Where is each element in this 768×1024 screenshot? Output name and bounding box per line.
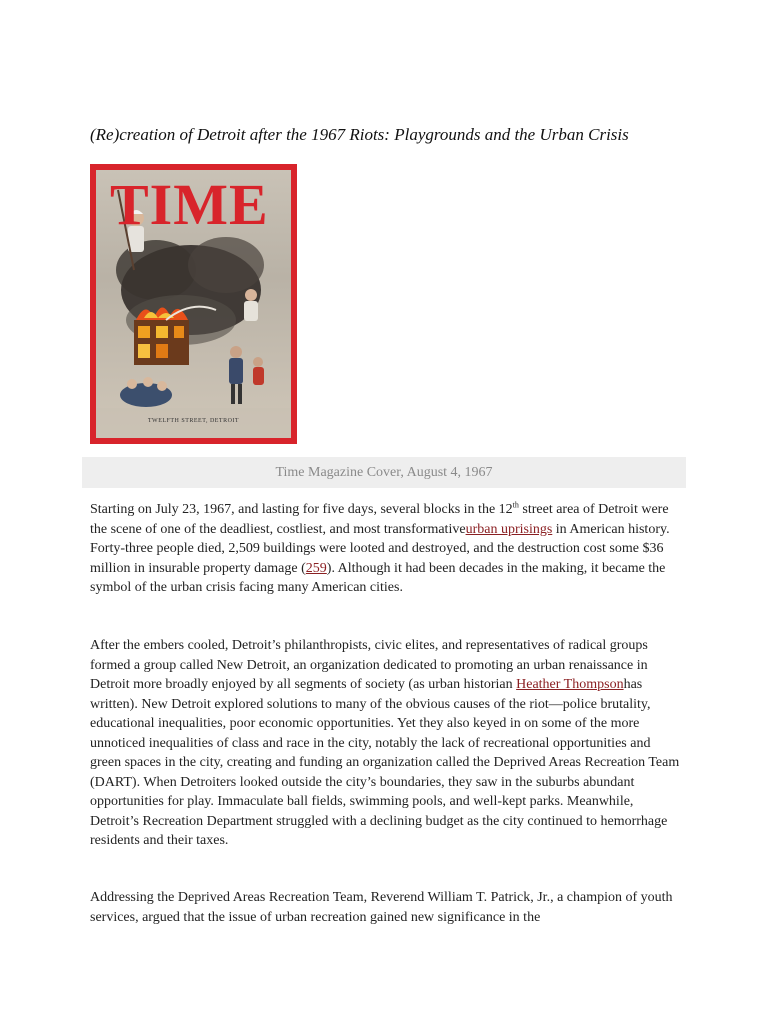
image-caption: Time Magazine Cover, August 4, 1967 — [82, 457, 686, 488]
heather-thompson-link[interactable]: Heather Thompson — [516, 677, 624, 692]
cover-artwork — [96, 170, 291, 438]
p1-text-3: in American history. Forty-three people died, 2,509 buildings were looted and destroyed, and the destruction cost some $36 million in insurable property damage ( — [90, 521, 670, 576]
urban-uprisings-link[interactable]: urban uprisings — [465, 521, 553, 537]
p3-text-1: Addressing the Deprived Areas Recreation Team, Reverend William T. Patrick, Jr., a champion of youth services, argued that the issue of urban recreation gained new significance in the — [90, 890, 673, 925]
paragraph-1 — [90, 500, 680, 598]
paragraph-3 — [90, 888, 680, 927]
citation-259-link[interactable]: 259 — [305, 560, 327, 576]
p1-superscript: th — [512, 500, 519, 510]
article-title: (Re)creation of Detroit after the 1967 Riots: Playgrounds and the Urban Crisis — [90, 125, 629, 144]
p2-text-2: has written). New Detroit explored solutions to many of the obvious causes of the riot—police brutality, educational inequalities, poor economic opportunities. Yet they also keyed in on some of the more unnoticed inequalities of class and race in the city, notably the lack of recreational opportunities and green spaces in the city, creating and funding an organization called the Deprived Areas Recreation Team (DART). When Detroiters looked outside the city’s boundaries, they saw in the suburbs abundant opportunities for play. Immaculate ball fields, swimming pools, and well-kept parks. Meanwhile, Detroit’s Recreation Department struggled with a declining budget as the city continued to hemorrhage residents and their taxes. — [90, 677, 680, 848]
time-magazine-cover-image — [90, 164, 297, 444]
p2-text-1: After the embers cooled, Detroit’s philanthropists, civic elites, and representatives of radical groups formed a group called New Detroit, an organization dedicated to promoting an urban renaissance in Detroit more broadly enjoyed by all segments of society (as urban historian — [90, 638, 648, 692]
cover-art-caption: TWELFTH STREET, DETROIT — [147, 418, 240, 424]
p1-text-1: Starting on July 23, 1967, and lasting for five days, several blocks in the 12 — [90, 502, 513, 517]
paragraph-2 — [90, 636, 680, 851]
p1-text-2: street area of Detroit were the scene of one of the deadliest, costliest, and most transformative — [90, 502, 669, 537]
p1-text-4: ). Although it had been decades in the making, it became the symbol of the urban crisis facing many American cities. — [90, 560, 666, 595]
cover-masthead: TIME — [110, 172, 269, 237]
